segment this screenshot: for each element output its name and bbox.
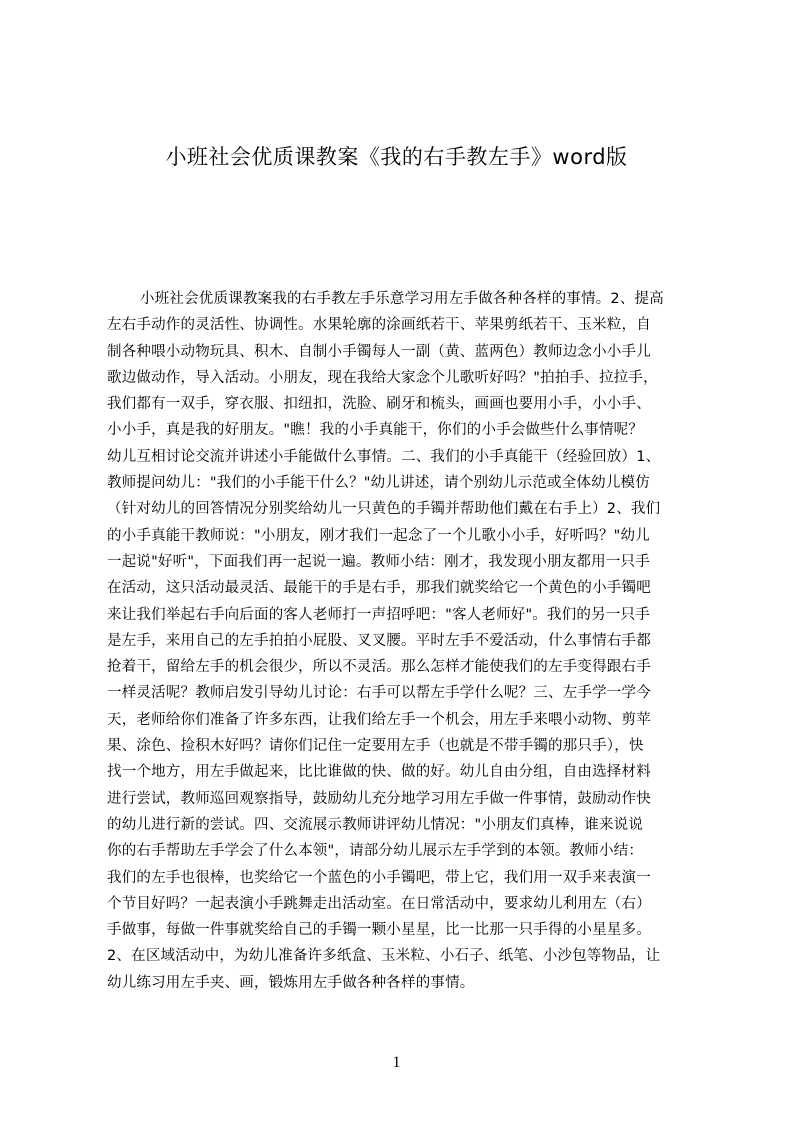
body-line: 的幼儿进行新的尝试。四、交流展示教师讲评幼儿情况："小朋友们真棒，谁来说说 [107, 816, 644, 833]
body-line: 个节目好吗？一起表演小手跳舞走出活动室。在日常活动中，要求幼儿利用左（右） [107, 895, 651, 912]
page-number: 1 [392, 1054, 401, 1071]
body-line: 你的右手帮助左手学会了什么本领"，请部分幼儿展示左手学到的本领。教师小结： [107, 843, 644, 860]
body-line: 我们都有一双手，穿衣服、扣纽扣，洗脸、刷牙和梳头，画画也要用小手，小小手、 [107, 396, 651, 413]
body-line: 歌边做动作，导入活动。小朋友，现在我给大家念个儿歌听好吗？"拍拍手、拉拉手， [107, 369, 658, 386]
body-line: 教师提问幼儿："我们的小手能干什么？"幼儿讲述，请个别幼儿示范或全体幼儿模仿 [107, 475, 650, 492]
body-line: 手做事，每做一件事就奖给自己的手镯一颗小星星，比一比那一只手得的小星星多。 [107, 922, 651, 939]
body-line: 在活动，这只活动最灵活、最能干的手是右手，那我们就奖给它一个黄色的小手镯吧 [107, 580, 651, 597]
body-line: 找一个地方，用左手做起来，比比谁做的快、做的好。幼儿自由分组，自由选择材料 [107, 764, 651, 781]
body-line: 一样灵活呢？教师启发引导幼儿讨论：右手可以帮左手学什么呢？三、左手学一学今 [107, 685, 651, 702]
body-line: 进行尝试，教师巡回观察指导，鼓励幼儿充分地学习用左手做一件事情，鼓励动作快 [107, 790, 651, 807]
body-line: 我们的左手也很棒，也奖给它一个蓝色的小手镯吧，带上它，我们用一双手来表演一 [107, 869, 651, 886]
document-body [107, 286, 697, 1026]
body-line: 左右手动作的灵活性、协调性。水果轮廓的涂画纸若干、苹果剪纸若干、玉米粒，自 [107, 317, 651, 334]
body-line: 的小手真能干教师说："小朋友，刚才我们一起念了一个儿歌小小手，好听吗？"幼儿 [107, 527, 650, 544]
body-line: 来让我们举起右手向后面的客人老师打一声招呼吧："客人老师好"。我们的另一只手 [107, 606, 650, 623]
body-line: （针对幼儿的回答情况分别奖给幼儿一只黄色的手镯并帮助他们戴在右手上）2、我们 [107, 501, 661, 518]
page-title: 小班社会优质课教案《我的右手教左手》word版 [165, 145, 628, 169]
body-line: 小小手，真是我的好朋友。"瞧！我的小手真能干，你们的小手会做些什么事情呢？ [107, 422, 644, 439]
body-line: 果、涂色、捡积木好吗？请你们记住一定要用左手（也就是不带手镯的那只手），快 [107, 738, 644, 755]
body-line: 天，老师给你们准备了许多东西，让我们给左手一个机会，用左手来喂小动物、剪苹 [107, 711, 651, 728]
body-line: 幼儿练习用左手夹、画，锻炼用左手做各种各样的事情。 [107, 974, 475, 991]
body-line: 是左手，来用自己的左手拍拍小屁股、叉叉腰。平时左手不爱活动，什么事情右手都 [107, 632, 651, 649]
body-line: 制各种喂小动物玩具、积木、自制小手镯每人一副（黄、蓝两色）教师边念小小手儿 [107, 343, 651, 360]
body-line: 幼儿互相讨论交流并讲述小手能做什么事情。二、我们的小手真能干（经验回放）1、 [107, 448, 661, 465]
body-line: 2、在区域活动中，为幼儿准备许多纸盒、玉米粒、小石子、纸笔、小沙包等物品，让 [107, 948, 661, 965]
body-line: 一起说"好听"，下面我们再一起说一遍。教师小结：刚才，我发现小朋友都用一只手 [107, 553, 650, 570]
body-line: 抢着干，留给左手的机会很少，所以不灵活。那么怎样才能使我们的左手变得跟右手 [107, 659, 651, 676]
body-line: 小班社会优质课教案我的右手教左手乐意学习用左手做各种各样的事情。2、提高 [140, 291, 664, 307]
